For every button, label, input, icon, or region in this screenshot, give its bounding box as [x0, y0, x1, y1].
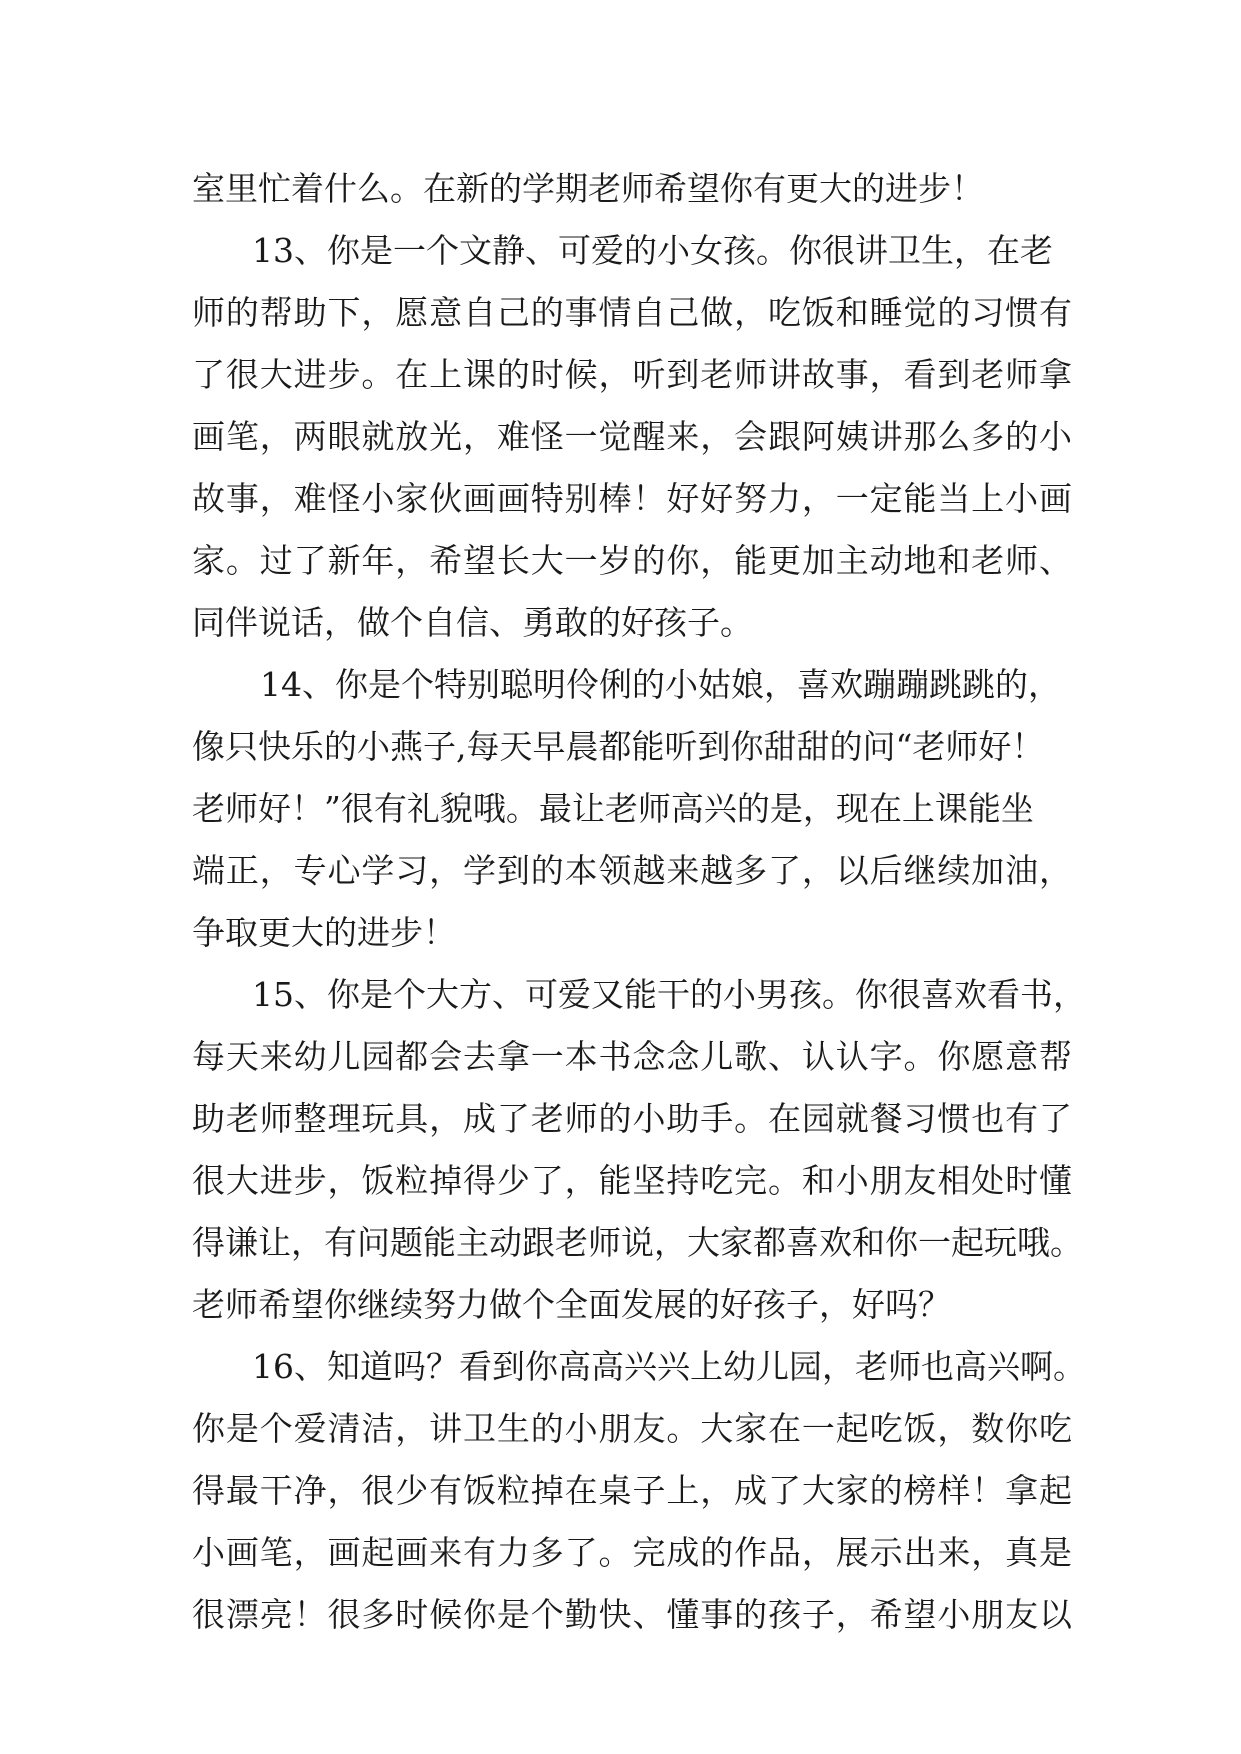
paragraph-line: 家。过了新年，希望长大一岁的你，能更加主动地和老师、	[192, 541, 1072, 580]
paragraph-line: 师的帮助下，愿意自己的事情自己做，吃饭和睡觉的习惯有	[192, 293, 1072, 332]
paragraph-line: 小画笔，画起画来有力多了。完成的作品，展示出来，真是	[192, 1533, 1072, 1572]
paragraph-line: 每天来幼儿园都会去拿一本书念念儿歌、认认字。你愿意帮	[192, 1037, 1072, 1076]
paragraph-line: 很大进步，饭粒掉得少了，能坚持吃完。和小朋友相处时懂	[192, 1161, 1072, 1200]
paragraph-line: 画笔，两眼就放光，难怪一觉醒来，会跟阿姨讲那么多的小	[192, 417, 1072, 456]
paragraph-line: 助老师整理玩具，成了老师的小助手。在园就餐习惯也有了	[192, 1099, 1072, 1138]
paragraph-line: 得最干净，很少有饭粒掉在桌子上，成了大家的榜样！拿起	[192, 1471, 1072, 1510]
paragraph-line: 争取更大的进步！	[192, 913, 456, 952]
paragraph-line: 了很大进步。在上课的时候，听到老师讲故事，看到老师拿	[192, 355, 1072, 394]
paragraph-15-start: 15、你是个大方、可爱又能干的小男孩。你很喜欢看书，	[252, 975, 1086, 1014]
paragraph-line: 同伴说话，做个自信、勇敢的好孩子。	[192, 603, 753, 642]
document-body	[192, 158, 1086, 1646]
paragraph-line: 老师好！”很有礼貌哦。最让老师高兴的是，现在上课能坐	[192, 789, 1034, 828]
paragraph-line: 你是个爱清洁，讲卫生的小朋友。大家在一起吃饭，数你吃	[192, 1409, 1072, 1448]
paragraph-line: 像只快乐的小燕子,每天早晨都能听到你甜甜的问“老师好！	[192, 727, 1045, 766]
paragraph-line: 老师希望你继续努力做个全面发展的好孩子，好吗？	[192, 1285, 951, 1324]
paragraph-line: 故事，难怪小家伙画画特别棒！好好努力，一定能当上小画	[192, 479, 1072, 518]
paragraph-line: 室里忙着什么。在新的学期老师希望你有更大的进步！	[192, 169, 984, 208]
paragraph-16-start: 16、知道吗？看到你高高兴兴上幼儿园，老师也高兴啊。	[252, 1347, 1086, 1386]
paragraph-line: 很漂亮！很多时候你是个勤快、懂事的孩子，希望小朋友以	[192, 1595, 1072, 1634]
paragraph-line: 得谦让，有问题能主动跟老师说，大家都喜欢和你一起玩哦。	[192, 1223, 1083, 1262]
paragraph-line: 端正，专心学习，学到的本领越来越多了，以后继续加油，	[192, 851, 1072, 890]
paragraph-13-start: 13、你是一个文静、可爱的小女孩。你很讲卫生，在老	[252, 231, 1053, 270]
paragraph-14-start: 14、你是个特别聪明伶俐的小姑娘，喜欢蹦蹦跳跳的，	[260, 665, 1061, 704]
